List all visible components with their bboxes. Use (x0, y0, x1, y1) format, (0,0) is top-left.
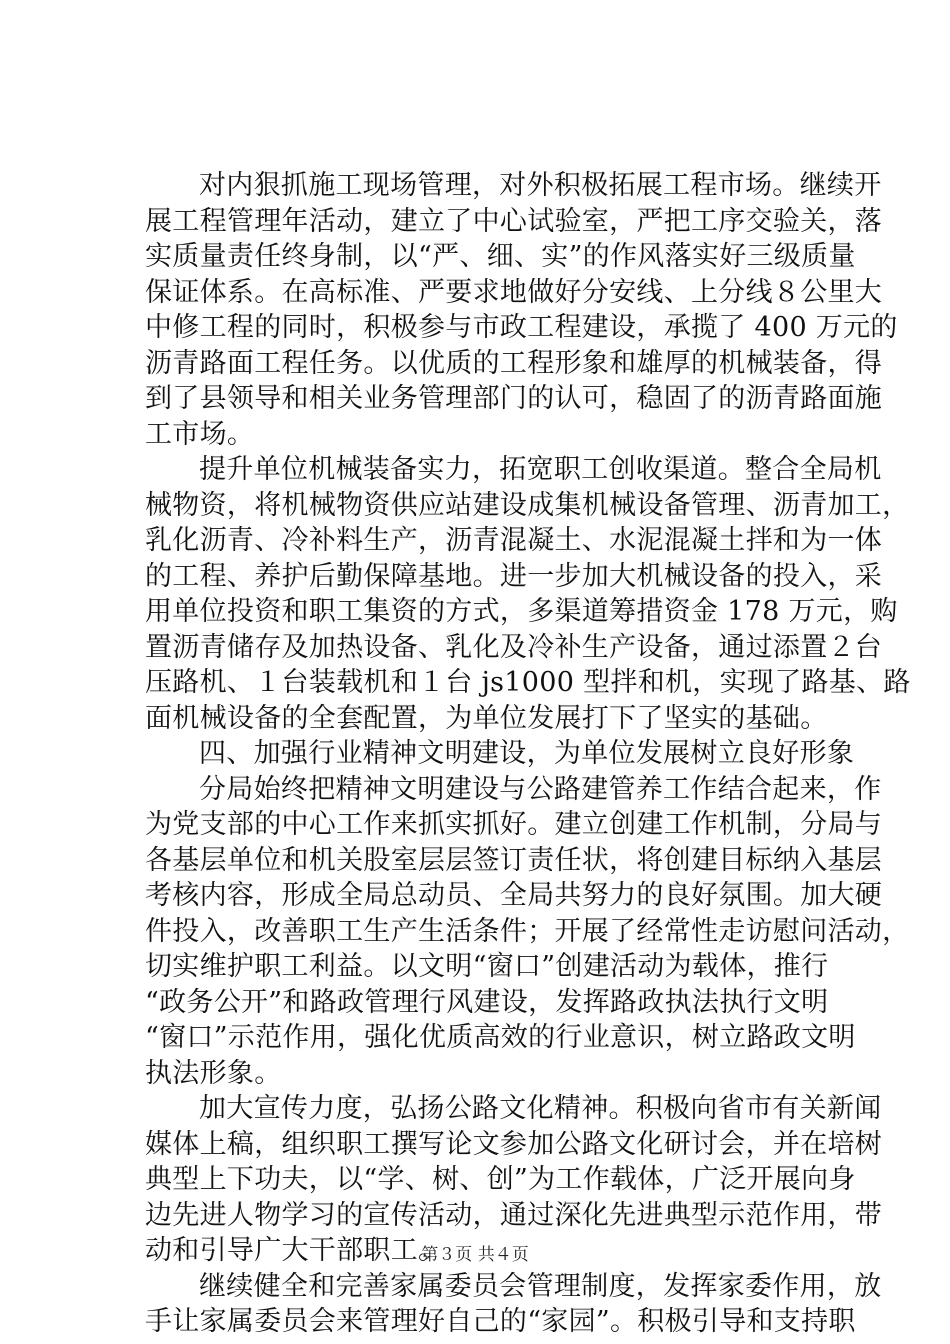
text-line: 面机械设备的全套配置，为单位发展打下了坚实的基础。 (145, 702, 828, 734)
text-line: 执法形象。 (145, 1057, 282, 1089)
text-line: 手让家属委员会来管理好自己的“家园”。积极引导和支持职 (145, 1306, 856, 1337)
text-line: 加大宣传力度，弘扬公路文化精神。积极向省市有关新闻 (199, 1093, 882, 1124)
text-line: 工市场。 (145, 418, 255, 450)
text-line: 考核内容，形成全局总动员、全局共努力的良好氛围。加大硬 (145, 880, 883, 911)
text-line: 典型上下功夫，以“学、树、创”为工作载体，广泛开展向身 (145, 1164, 856, 1195)
text-line: 置沥青储存及加热设备、乳化及冷补生产设备，通过添置２台 (145, 631, 883, 663)
text-line: 为党支部的中心工作来抓实抓好。建立创建工作机制，分局与 (145, 809, 883, 840)
text-line: 各基层单位和机关股室层层签订责任状，将创建目标纳入基层 (145, 844, 883, 876)
text-line: 到了县领导和相关业务管理部门的认可，稳固了的沥青路面施 (145, 383, 883, 414)
text-line: “政务公开”和路政管理行风建设，发挥路政执法执行文明 (145, 986, 829, 1018)
text-line: 件投入，改善职工生产生活条件；开展了经常性走访慰问活动， (145, 915, 910, 947)
text-line: 对内狠抓施工现场管理，对外积极拓展工程市场。继续开 (199, 170, 882, 201)
text-line: 继续健全和完善家属委员会管理制度，发挥家委作用，放 (199, 1270, 882, 1302)
text-line: 械物资，将机械物资供应站建设成集机械设备管理、沥青加工， (145, 489, 910, 521)
text-line: “窗口”示范作用，强化优质高效的行业意识，树立路政文明 (145, 1022, 856, 1053)
text-line: 的工程、养护后勤保障基地。进一步加大机械设备的投入，采 (145, 560, 883, 592)
text-line: 提升单位机械装备实力，拓宽职工创收渠道。整合全局机 (199, 454, 882, 485)
text-line: 沥青路面工程任务。以优质的工程形象和雄厚的机械装备，得 (145, 347, 883, 379)
text-line: 实质量责任终身制，以“严、细、实”的作风落实好三级质量 (145, 241, 856, 272)
text-line: 展工程管理年活动，建立了中心试验室，严把工序交验关，落 (145, 205, 883, 237)
text-line: 切实维护职工利益。以文明“窗口”创建活动为载体，推行 (145, 951, 829, 982)
text-line: 保证体系。在高标准、严要求地做好分安线、上分线８公里大 (145, 276, 883, 308)
text-line: 动和引导广大干部职工。 (145, 1235, 446, 1266)
text-line: 边先进人物学习的宣传活动，通过深化先进典型示范作用，带 (145, 1199, 883, 1231)
text-line: 压路机、１台装载机和１台 js1000 型拌和机，实现了路基、路 (145, 667, 911, 698)
text-line: 用单位投资和职工集资的方式，多渠道筹措资金 178 万元，购 (145, 596, 898, 627)
section-heading: 四、加强行业精神文明建设，为单位发展树立良好形象 (199, 738, 855, 769)
page-number: 第３页 共４页 (421, 1245, 529, 1265)
document-body (145, 168, 911, 1340)
text-line: 中修工程的同时，积极参与市政工程建设，承揽了 400 万元的 (145, 312, 898, 343)
text-line: 乳化沥青、冷补料生产，沥青混凝土、水泥混凝土拌和为一体 (145, 525, 883, 556)
text-line: 媒体上稿，组织职工撰写论文参加公路文化研讨会，并在培树 (145, 1128, 883, 1160)
text-line: 分局始终把精神文明建设与公路建管养工作结合起来，作 (199, 773, 882, 805)
